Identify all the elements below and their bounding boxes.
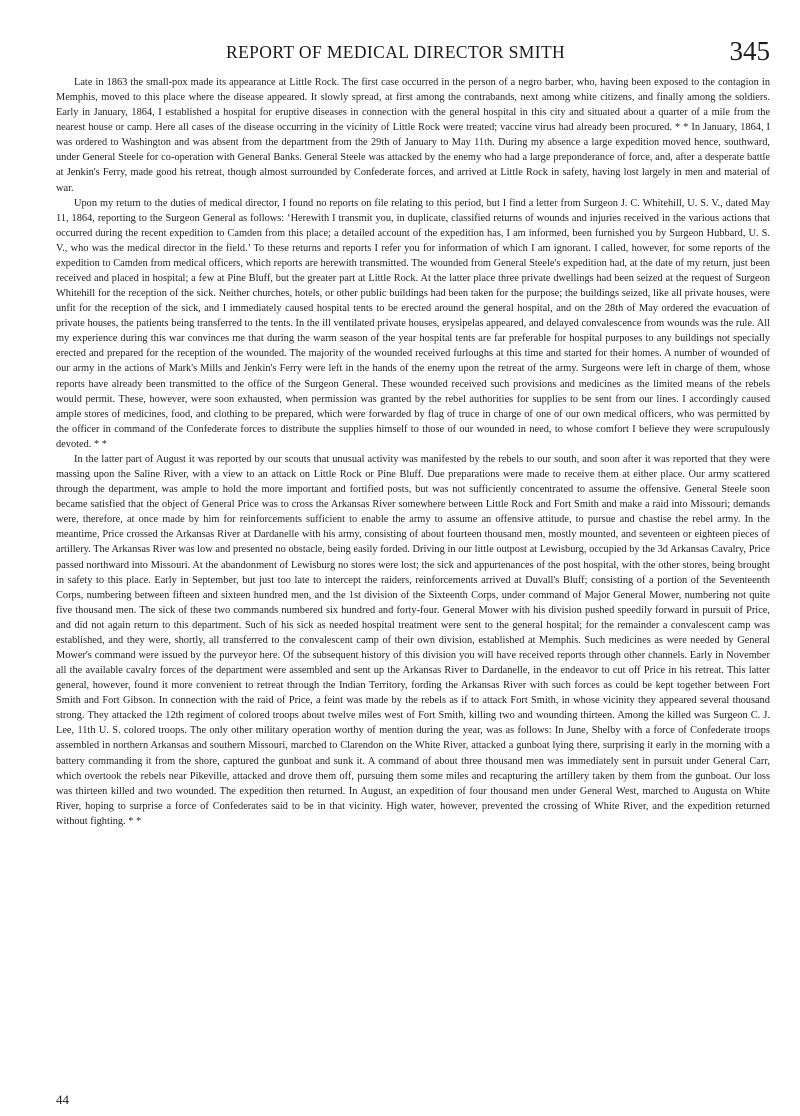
paragraph-price-raid: In the latter part of August it was reported by our scouts that unusual activity was manifested by the rebels to our south, and soon after it was reported that they were massing upon the Saline River, with a view to an attack on Little Rock or Pine Bluff. Due preparations were made to receive them at either place. Our army scattered through the department, was ample to hold the more important and fortified posts, but was not sufficiently concentrated to assume the offensive. General Steele soon became satisfied that the object of General Price was to cross the Arkansas River somewhere between Little Rock and Fort Smith and make a raid into Missouri; demands were, therefore, at once made by him for reinforcements sufficient to enable the army to assume an offensive attitude, to pursue and chastise the rebel army. In the meantime, Price crossed the Arkansas River at Dardanelle with his army, consisting of about fourteen thousand men, mostly mounted, and seventeen or eighteen pieces of artillery. The Arkansas River was low and presented no obstacle, being easily forded. Driving in our little outpost at Lewisburg, occupied by the 3d Arkansas Cavalry, Price passed northward into Missouri. At the abandonment of Lewisburg no stores were lost; the sick and appurtenances of the post hospital, with the other stores, being brought in safety to this place. Early in September, but just too late to intercept the raiders, reinforcements arrived at Duvall's Bluff; consisting of a portion of the Seventeenth Corps, numbering between fifteen and sixteen hundred men, and the 1st division of the Sixteenth Corps, under command of Major General Mower, numbering not quite five thousand men. The sick of these two commands numbered six hundred and forty-four. General Mower with his division pushed speedily forward in pursuit of Price, and did not again return to this department. Such of his sick as needed hospital treatment were sent to the general hospital; for the remainder a convalescent camp was established, and they were, shortly, all transferred to the convalescent camp of their own division, established at Memphis. Such medicines as were needed by General Mower's command were issued by the purveyor here. Of the subsequent history of this division you will have received reports through other channels. Early in November all the available cavalry forces of the department were assembled and sent up the Arkansas River to Dardanelle, in the endeavor to cut off Price in his retreat. This latter general, however, found it more convenient to retreat through the Indian Territory, fording the Arkansas River with such forces as could be kept together between Fort Smith and Fort Gibson. In connection with the raid of Price, a feint was made by the rebels as if to attack Fort Smith, in whose vicinity they appeared several thousand strong. They attacked the 12th regiment of colored troops about twelve miles west of Fort Smith, killing two and wounding thirteen. Among the killed was Surgeon C. J. Lee, 11th U. S. colored troops. The only other military operation worthy of mention during the year, was as follows: In June, Shelby with a force of Confederate troops assembled in northern Arkansas and southern Missouri, marched to Clarendon on the White River, attacked a gunboat lying there, surprising it early in the morning with a battery commanding it from the shore, captured the gunboat and sunk it. A command of about three thousand men was immediately sent in pursuit under General Carr, which overtook the rebels near Pikeville, attacked and drove them off, pursuing them some miles and recapturing the artillery taken by them from the gunboat. Our loss was thirteen killed and two wounded. The expedition then returned. In August, an expedition of four thousand men under General West, marched to Augusta on White River, hoping to surprise a force of Confederates said to be in that vicinity. High water, however, prevented the crossing of White River, and the expedition returned without fighting. * *: [56, 453, 770, 827]
paragraph-medical-director-return: Upon my return to the duties of medical director, I found no reports on file relating to this period, but I find a letter from Surgeon J. C. Whitehill, U. S. V., dated May 11, 1864, reporting to the Surgeon General as follows: ‘Herewith I transmit you, in duplicate, classified returns of wounds and injuries received in the various actions that occurred during the recent expedition to Camden from this place; a detailed account of the expedition has, I am informed, been furnished you by Surgeon Hubbard, U. S. V., who was the medical director in the field.’ To these returns and reports I refer you for information of which I am ignorant. I called, however, for some reports of the expedition to Camden from medical officers, which reports are herewith transmitted. The wounded from General Steele's expedition had, at the date of my return, just been received and placed in hospital; a few at Pine Bluff, but the greater part at Little Rock. At the latter place three private dwellings had been seized at the request of Surgeon Whitehill for the reception of the sick. Neither churches, hotels, or other public buildings had been taken for the purpose; the buildings seized, like all private houses, were unfit for the reception of the sick, and I immediately caused hospital tents to be erected around the general hospital, and on the 28th of May ordered the evacuation of private houses, the patients being transferred to the tents. In the ill ventilated private houses, erysipelas appeared, and delayed convalescence from wounds was the rule. All my experience during this war convinces me that during the warm season of the year hospital tents are far preferable for hospital purposes to any buildings not specially erected and prepared for the reception of the wounded. The majority of the wounded received furloughs at this time and started for their homes. A number of wounded of our army in the actions of Mark's Mills and Jenkin's Ferry were left in the hands of the enemy upon the retreat of the army. Surgeons were left in charge of them, whose reports have already been transmitted to the office of the Surgeon General. These wounded received such provisions and medicines as the limited means of the rebels would permit. These, however, were soon exhausted, when permission was granted by the rebel authorities for supplies to be sent from our lines. I accordingly caused ample stores of medicines, food, and clothing to be prepared, which were forwarded by flag of truce in charge of one of our own medical officers, who was permitted by the officer in command of the Confederate forces to distribute the supplies himself to those of our wounded in need, to whose comfort I believe they were scrupulously devoted. * *: [56, 197, 770, 450]
running-header: [56, 36, 770, 80]
body-text: [56, 75, 770, 829]
document-page: [56, 0, 770, 1116]
signature-mark: 44: [56, 1092, 69, 1107]
page-header-title: REPORT OF MEDICAL DIRECTOR SMITH: [226, 42, 566, 62]
page-number: 345: [729, 36, 770, 66]
paragraph-smallpox: Late in 1863 the small-pox made its appearance at Little Rock. The first case occurred in the person of a negro barber, who, having been exposed to the contagion in Memphis, moved to this place where the disease appeared. It slowly spread, at first among the contrabands, next among white citizens, and finally among the soldiers. Early in January, 1864, I established a hospital for eruptive diseases in connection with the general hospital in this city and situated about a quarter of a mile from the nearest house or camp. Here all cases of the disease occurring in the vicinity of Little Rock were treated; vaccine virus had already been procured. * * In January, 1864, I was ordered to Washington and was absent from the department from the 29th of January to May 11th. During my absence a large expedition moved hence, southward, under General Steele for co-operation with General Banks. General Steele was attacked by the enemy who had a large preponderance of force, and, after a desperate battle at Jenkin's Ferry, made good his retreat, though almost surrounded by Confederate forces, and arrived at Little Rock in safety, having lost largely in men and material of war.: [56, 77, 770, 194]
